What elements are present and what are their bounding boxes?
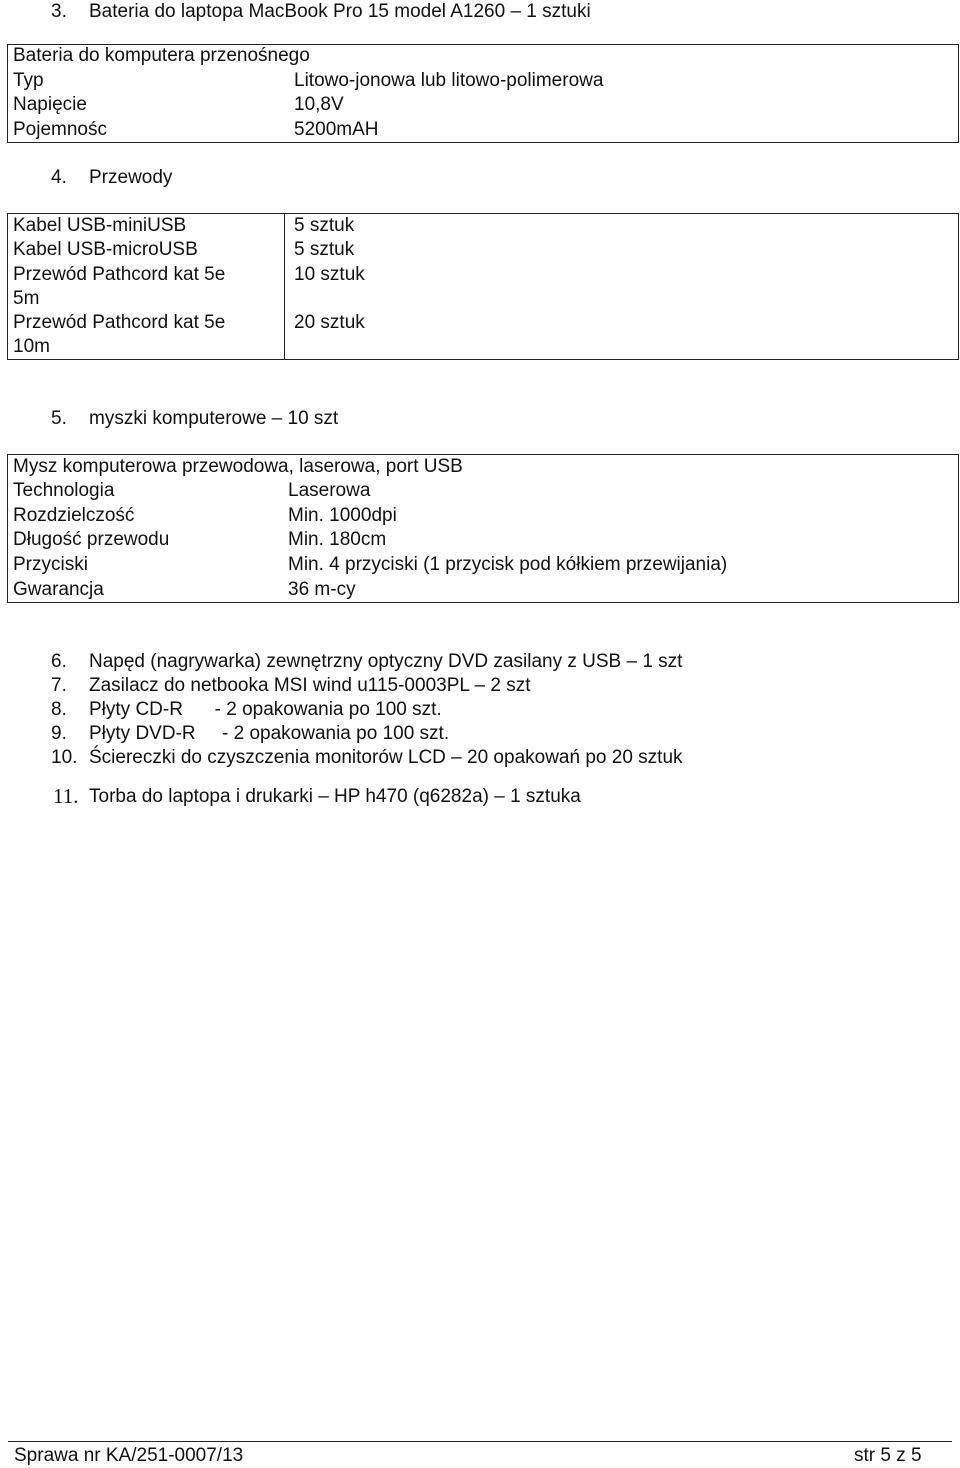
mouse-value-warranty: 36 m-cy xyxy=(288,579,356,600)
item-11-number: 11. xyxy=(53,784,79,808)
battery-label-capacity: Pojemnośc xyxy=(13,119,107,140)
footer-case-number: Sprawa nr KA/251-0007/13 xyxy=(14,1445,244,1466)
item-8-text: Płyty CD-R - 2 opakowania po 100 szt. xyxy=(89,699,442,720)
section5-title: myszki komputerowe – 10 szt xyxy=(89,408,339,429)
mouse-label-resolution: Rozdzielczość xyxy=(13,505,135,526)
section4-number: 4. xyxy=(51,167,67,188)
item-8-number: 8. xyxy=(51,699,67,720)
section4-title: Przewody xyxy=(89,167,173,188)
cable-label-pathcord-10m: Przewód Pathcord kat 5e xyxy=(13,312,226,333)
mouse-value-technology: Laserowa xyxy=(288,480,371,501)
section3-number: 3. xyxy=(51,1,67,22)
item-10-number: 10. xyxy=(51,747,78,768)
mouse-value-cable-length: Min. 180cm xyxy=(288,529,387,550)
item-7-number: 7. xyxy=(51,675,67,696)
item-11-text: Torba do laptopa i drukarki – HP h470 (q6282a) – 1 sztuka xyxy=(89,786,581,807)
mouse-table-header: Mysz komputerowa przewodowa, laserowa, port USB xyxy=(13,456,463,477)
cables-table-divider xyxy=(284,213,285,360)
item-6-number: 6. xyxy=(51,651,67,672)
item-9-text: Płyty DVD-R - 2 opakowania po 100 szt. xyxy=(89,723,450,744)
battery-label-type: Typ xyxy=(13,70,44,91)
battery-value-type: Litowo-jonowa lub litowo-polimerowa xyxy=(294,70,604,91)
section5-number: 5. xyxy=(51,408,67,429)
cable-value-microusb: 5 sztuk xyxy=(294,239,355,260)
battery-value-voltage: 10,8V xyxy=(294,94,344,115)
item-10-text: Ściereczki do czyszczenia monitorów LCD – 20 opakowań po 20 sztuk xyxy=(89,747,683,768)
cable-label-pathcord-5m: Przewód Pathcord kat 5e xyxy=(13,264,226,285)
cable-label-pathcord-5m-length: 5m xyxy=(13,288,40,309)
cable-value-pathcord-10m: 20 sztuk xyxy=(294,312,365,333)
battery-value-capacity: 5200mAH xyxy=(294,119,379,140)
battery-table-header: Bateria do komputera przenośnego xyxy=(13,45,310,66)
mouse-label-buttons: Przyciski xyxy=(13,554,88,575)
cable-label-microusb: Kabel USB-microUSB xyxy=(13,239,198,260)
mouse-value-buttons: Min. 4 przyciski (1 przycisk pod kółkiem przewijania) xyxy=(288,554,728,575)
item-7-text: Zasilacz do netbooka MSI wind u115-0003PL – 2 szt xyxy=(89,675,531,696)
item-9-number: 9. xyxy=(51,723,67,744)
footer-rule xyxy=(8,1441,952,1442)
mouse-value-resolution: Min. 1000dpi xyxy=(288,505,397,526)
battery-label-voltage: Napięcie xyxy=(13,94,87,115)
mouse-label-warranty: Gwarancja xyxy=(13,579,104,600)
mouse-label-cable-length: Długość przewodu xyxy=(13,529,170,550)
cable-label-miniusb: Kabel USB-miniUSB xyxy=(13,215,187,236)
footer-page-number: str 5 z 5 xyxy=(854,1445,922,1466)
cable-value-miniusb: 5 sztuk xyxy=(294,215,355,236)
mouse-label-technology: Technologia xyxy=(13,480,115,501)
item-6-text: Napęd (nagrywarka) zewnętrzny optyczny DVD zasilany z USB – 1 szt xyxy=(89,651,683,672)
section3-title: Bateria do laptopa MacBook Pro 15 model A1260 – 1 sztuki xyxy=(89,1,591,22)
cable-label-pathcord-10m-length: 10m xyxy=(13,336,50,357)
cable-value-pathcord-5m: 10 sztuk xyxy=(294,264,365,285)
